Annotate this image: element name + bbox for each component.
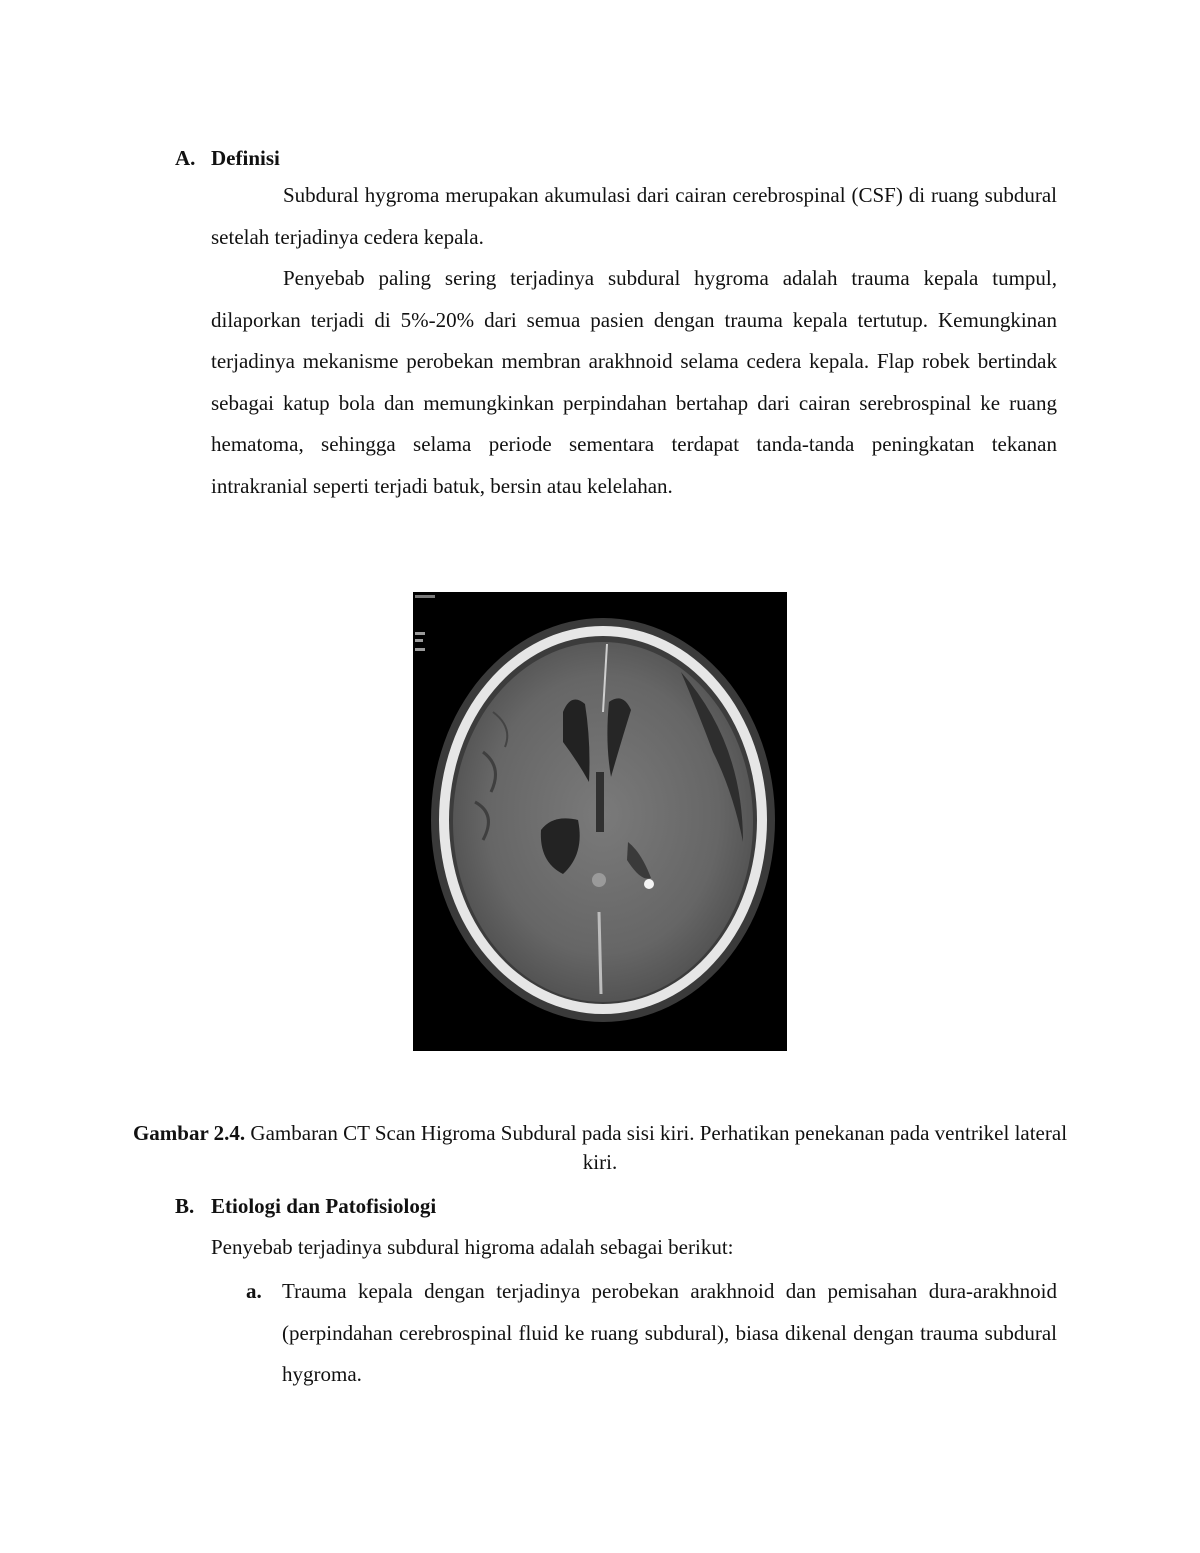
ct-scan-image bbox=[413, 592, 787, 1051]
section-a-title: Definisi bbox=[211, 146, 280, 170]
figure-caption bbox=[130, 1119, 1070, 1177]
section-b-heading bbox=[175, 1192, 436, 1220]
section-a-marker: A. bbox=[175, 146, 196, 170]
section-a-heading bbox=[175, 144, 280, 172]
ct-scan-drawing bbox=[413, 592, 787, 1051]
list-item-text: Trauma kepala dengan terjadinya perobekan arakhnoid dan pemisahan dura-arakhnoid (perpindahan cerebrospinal fluid ke ruang subdural), biasa dikenal dengan trauma subdural hygroma. bbox=[282, 1279, 1057, 1386]
list-item-marker: a. bbox=[246, 1279, 262, 1303]
figure-caption-label: Gambar 2.4. bbox=[132, 1121, 246, 1145]
figure-caption-text: Gambaran CT Scan Higroma Subdural pada sisi kiri. Perhatikan penekanan pada ventrikel lateral kiri. bbox=[250, 1121, 1068, 1174]
etiology-intro: Penyebab terjadinya subdural higroma adalah sebagai berikut: bbox=[211, 1235, 734, 1259]
definition-paragraph: Subdural hygroma merupakan akumulasi dari cairan cerebrospinal (CSF) di ruang subdural setelah terjadinya cedera kepala. bbox=[211, 183, 1057, 249]
cause-paragraph: Penyebab paling sering terjadinya subdural hygroma adalah trauma kepala tumpul, dilaporkan terjadi di 5%-20% dari semua pasien dengan trauma kepala tertutup. Kemungkinan terjadinya mekanisme perobekan membran arakhnoid selama cedera kepala. Flap robek bertindak sebagai katup bola dan memungkinkan perpindahan bertahap dari cairan serebrospinal ke ruang hematoma, sehingga selama periode sementara terdapat tanda-tanda peningkatan tekanan intrakranial seperti terjadi batuk, bersin atau kelelahan. bbox=[211, 266, 1057, 498]
section-b-title: Etiologi dan Patofisiologi bbox=[211, 1194, 437, 1218]
section-b-marker: B. bbox=[175, 1194, 195, 1218]
